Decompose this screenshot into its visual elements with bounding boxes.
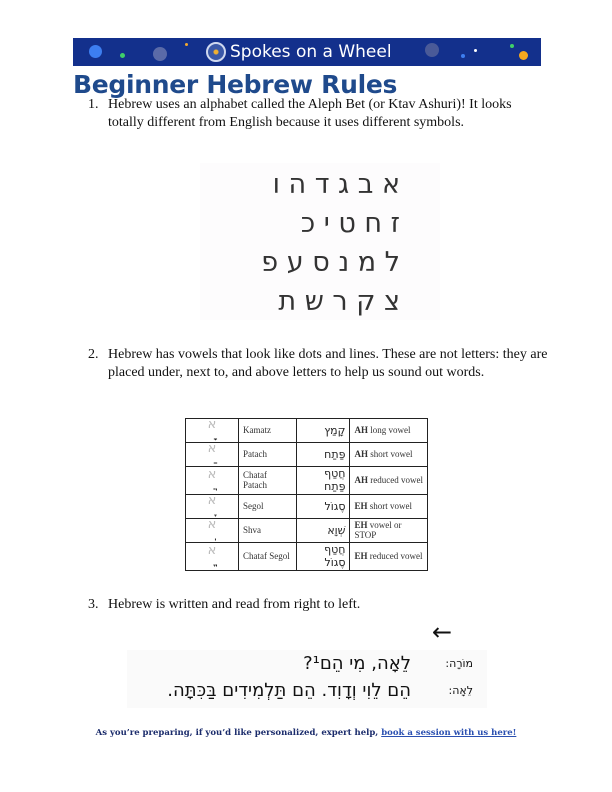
footer-cta: As you’re preparing, if you’d like personalized, expert help, book a session with us here! bbox=[95, 728, 517, 738]
decor-dot bbox=[120, 53, 125, 58]
vowel-name: Shva bbox=[239, 518, 297, 542]
vowel-hebrew: סֶגוֹל bbox=[296, 494, 350, 518]
alphabet-row: א ב ג ד ה ו bbox=[272, 169, 400, 200]
dialogue-line: מוֹרָה: לֵאָה, מִי הֵם¹? bbox=[303, 653, 473, 674]
vowel-sound: AH reduced vowel bbox=[350, 466, 428, 494]
wheel-icon bbox=[206, 42, 226, 62]
header-banner bbox=[73, 38, 541, 66]
vowel-symbol: א bbox=[186, 494, 239, 518]
vowel-table bbox=[185, 418, 428, 571]
vowel-symbol: א bbox=[186, 518, 239, 542]
dialogue-example bbox=[127, 650, 487, 708]
dialogue-line: לֵאָה: הֵם לֵוִי וְדָוִד. הֵם תַּלְמִידִים בַּכִּתָּה. bbox=[167, 680, 473, 701]
page-title: Beginner Hebrew Rules bbox=[73, 70, 398, 99]
brand-logo bbox=[206, 38, 392, 66]
decor-dot bbox=[185, 43, 188, 46]
vowel-row bbox=[186, 494, 428, 518]
vowel-name: Segol bbox=[239, 494, 297, 518]
decor-dot bbox=[425, 43, 439, 57]
vowel-name: Chataf Segol bbox=[239, 542, 297, 570]
vowel-hebrew: פַּתַח bbox=[296, 442, 350, 466]
vowel-sound: EH short vowel bbox=[350, 494, 428, 518]
vowel-row bbox=[186, 419, 428, 443]
vowel-row bbox=[186, 518, 428, 542]
decor-dot bbox=[153, 47, 167, 61]
vowel-sound: EH reduced vowel bbox=[350, 542, 428, 570]
vowel-name: Chataf Patach bbox=[239, 466, 297, 494]
vowel-sound: AH short vowel bbox=[350, 442, 428, 466]
vowel-row bbox=[186, 542, 428, 570]
vowel-name: Kamatz bbox=[239, 419, 297, 443]
book-session-link[interactable]: book a session with us here! bbox=[381, 728, 517, 738]
vowel-sound: AH long vowel bbox=[350, 419, 428, 443]
vowel-row bbox=[186, 442, 428, 466]
brand-name: Spokes on a Wheel bbox=[230, 42, 392, 62]
decor-dot bbox=[519, 51, 528, 60]
vowel-hebrew: חֲטַף סֶגוֹל bbox=[296, 542, 350, 570]
alphabet-row: צ ק ר ש ת bbox=[278, 286, 400, 317]
vowel-symbol: א bbox=[186, 419, 239, 443]
vowel-symbol: א bbox=[186, 442, 239, 466]
vowel-sound: EH vowel or STOP bbox=[350, 518, 428, 542]
alphabet-row: ל מ נ ס ע פ bbox=[261, 247, 400, 278]
vowel-symbol: א bbox=[186, 542, 239, 570]
vowel-hebrew: קָמַץ bbox=[296, 419, 350, 443]
decor-dot bbox=[510, 44, 514, 48]
right-to-left-arrow-icon: ← bbox=[432, 618, 453, 646]
vowel-hebrew: חֲטַף פַּתַח bbox=[296, 466, 350, 494]
decor-dot bbox=[89, 45, 102, 58]
rule-2: 2. Hebrew has vowels that look like dots and lines. These are not letters: they are placed under, next to, and above letters to help us sound out words. bbox=[88, 347, 548, 380]
alphabet-chart bbox=[200, 163, 440, 320]
decor-dot bbox=[474, 49, 477, 52]
vowel-symbol: א bbox=[186, 466, 239, 494]
decor-dot bbox=[461, 54, 465, 58]
vowel-name: Patach bbox=[239, 442, 297, 466]
rule-3: 3. Hebrew is written and read from right to left. bbox=[88, 597, 361, 612]
alphabet-row: ז ח ט י כ bbox=[300, 208, 400, 239]
rule-1: 1. Hebrew uses an alphabet called the Aleph Bet (or Ktav Ashuri)! It looks totally different from English because it uses different symbols. bbox=[88, 97, 512, 130]
vowel-hebrew: שְׁוָא bbox=[296, 518, 350, 542]
vowel-row bbox=[186, 466, 428, 494]
